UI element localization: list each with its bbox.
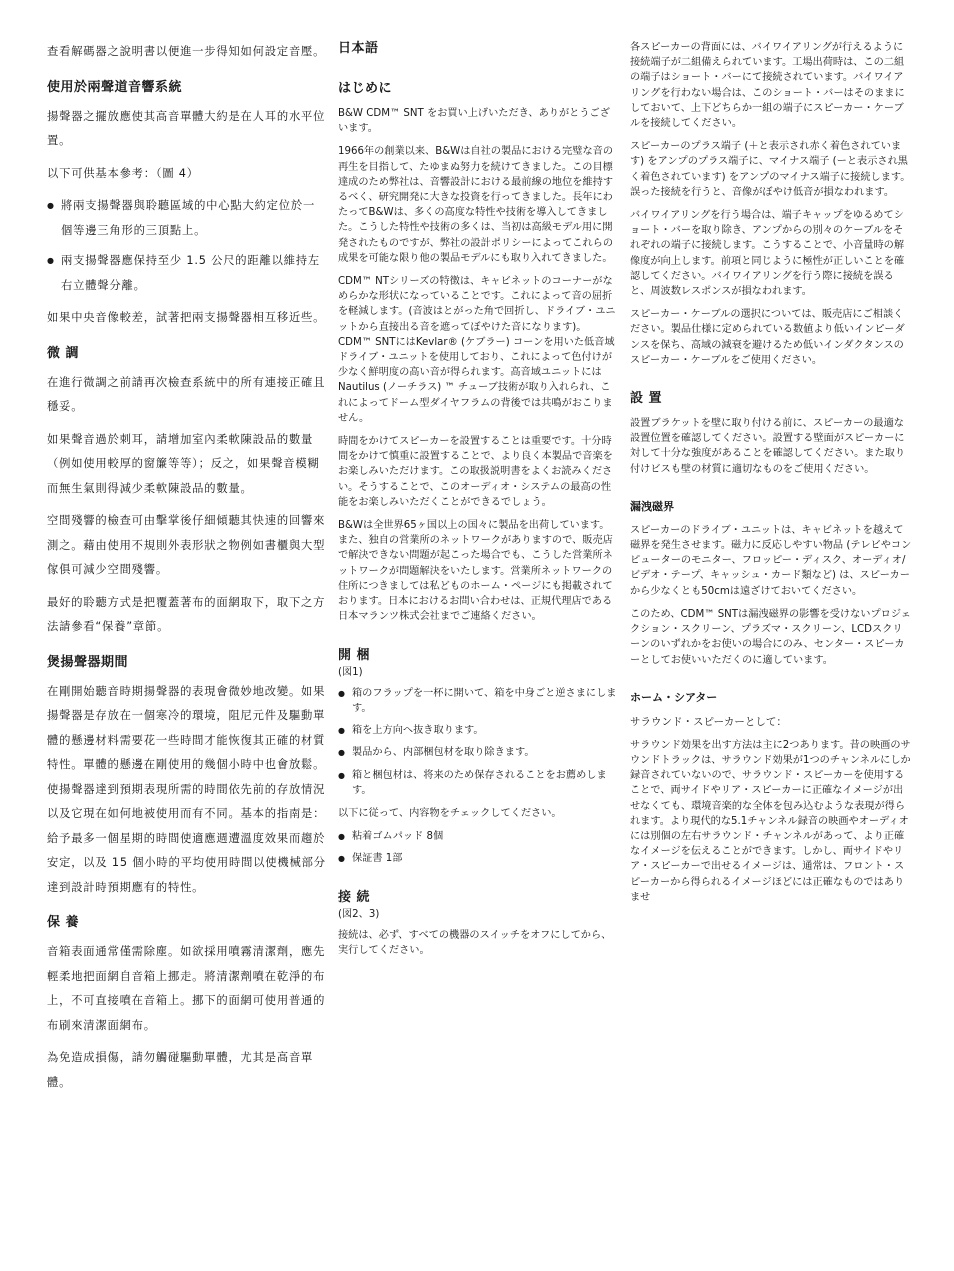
biwiring-paragraph-3: バイワイアリングを行う場合は、端子キャップをゆるめてショート・バーを取り除き、アンプからの別々のケーブルをそれぞれの端子に接続します。こうすることで、小音量時の解像度が向上します。前項と同じように極性が正しいことを確認してください。バイワイアリングを行う際に接続を誤ると、周波数レスポンスが損なわれます。	[630, 210, 905, 298]
intro-paragraph-3: CDM™ NTシリーズの特徴は、キャビネットのコーナーがなめらかな形状になっていることです。これによって音の屈折を軽減します。(音波はとがった角で回折し、ドライブ・ユニットから直接出る音を遮ってぼやけた音になります)。CDM™ SNTにはKevlar® (ケブラー) コーンを用いた低音域ドライブ・ユニットを使用しており、これによって色付けが少なく鮮明度の高い音が得られます。高音域ユニットにはNautilus (ノーチラス) ™ チューブ技術が取り入れられ、これによってドーム型ダイヤフラムの背後では共鳴がおこりません。	[338, 276, 616, 424]
figure-ref-unpacking: (図1)	[338, 666, 363, 678]
heading-language: 日本語	[338, 41, 379, 56]
list-item: ● 箱のフラップを一杯に開いて、箱を中身ごと逆さまにします。	[338, 686, 618, 716]
finetune-paragraph-2: 如果聲音過於刺耳，請增加室內柔軟陳設品的數量（例如使用較厚的窗簾等等）；反之，如果聲音模糊而無生氣則得減少柔軟陳設品的數量。	[47, 432, 320, 495]
stereo-paragraph-1: 揚聲器之擺放應使其高音單體大約是在人耳的水平位置。	[47, 109, 326, 147]
contents-check-paragraph: 以下に従って、内容物をチェックしてください。	[338, 807, 562, 819]
heading-installation: 設 置	[630, 391, 663, 407]
list-item: ● 箱を上方向へ抜き取ります。	[338, 723, 618, 738]
column-japanese-2	[630, 40, 912, 905]
heading-stray-magnetic-field: 漏洩磁界	[630, 499, 674, 513]
magnetic-paragraph-1: スピーカーのドライブ・ユニットは、キャビネットを越えて磁界を発生させます。磁力に反応しやすい物品 (テレビやコンピューターのモニター、フロッピー・ディスク、オーディオ/ビデオ・テープ、キャッシュ・カード類など) は、スピーカーから少なくとも50cmは遠ざけておいてください。	[630, 524, 912, 597]
heading-fine-tuning: 微 調	[47, 345, 80, 361]
installation-paragraph: 設置ブラケットを壁に取り付ける前に、スピーカーの最適な設置位置を確認してください。設置する壁面がスピーカーに対して十分な強度があることを確認してください。また取り付けビスも壁の材質に適切なものをご使用ください。	[630, 418, 906, 475]
list-item: ● 兩支揚聲器應保持至少 1.5 公尺的距離以維持左右立體聲分離。	[47, 249, 327, 298]
biwiring-paragraph-1: 各スピーカーの背面には、バイワイアリングが行えるように接続端子が二組備えられています。工場出荷時は、この二組の端子はショート・バーにて接続されています。バイワイアリングを行わない場合は、このショート・バーはそのままにしておいて、上下どちらか一組の端子にスピーカー・ケーブルを接続してください。	[630, 42, 905, 130]
heading-surround-speaker: サラウンド・スピーカーとして：	[630, 715, 787, 728]
list-item: ● 箱と梱包材は、将来のため保存されることをお薦めします。	[338, 768, 618, 798]
intro-paragraph-4: 時間をかけてスピーカーを設置することは重要です。十分時間をかけて慎重に設置することで、より良く本製品で音楽をお楽しみいただけます。この取扱説明書をよくお読みください。そうすることで、このオーディオ・システムの最高の性能をお楽しみいただくことができるでしょう。	[338, 436, 613, 508]
heading-unpacking: 開 梱	[338, 647, 371, 663]
stereo-paragraph-3: 如果中央音像較差，試著把兩支揚聲器相互移近些。	[47, 311, 326, 324]
intro-paragraph-2: 1966年の創業以来、B&Wは自社の製品における完璧な音の再生を目指して、たゆまぬ努力を続けてきました。この目標達成のため弊社は、音響設計における最前線の地位を維持するべく、研究開発に大きな投資を行ってきました。長年にわたってB&Wは、多くの高度な特性や技術を導入してきました。こうした特性や技術の多くは、当初は高級モデル用に開発されたものですが、弊社の設計ポリシーによってこれらの成果を可能な限り他の製品モデルにも取り入れてきました。	[338, 146, 614, 264]
heading-introduction: はじめに	[338, 81, 393, 96]
heading-stereo-system: 使用於兩聲道音響系統	[47, 79, 183, 95]
figure-ref-connection: (図2、3)	[338, 908, 380, 920]
column-japanese-1	[338, 40, 618, 958]
stereo-bullet-list	[47, 194, 327, 298]
contents-bullet-list	[338, 829, 618, 866]
intro-paragraph-1: B&W CDM™ SNT をお買い上げいただき、ありがとうございます。	[338, 108, 610, 135]
care-paragraph-2: 為免造成損傷，請勿觸碰驅動單體，尤其是高音單體。	[47, 1051, 314, 1089]
column-chinese	[47, 40, 327, 1095]
connection-paragraph-1: 接続は、必ず、すべての機器のスイッチをオフにしてから、実行してください。	[338, 929, 612, 956]
heading-break-in: 煲揚聲器期間	[47, 654, 129, 670]
stereo-paragraph-2: 以下可供基本參考：（圖 4）	[47, 166, 199, 180]
finetune-paragraph-4: 最好的聆聽方式是把覆蓋著布的面網取下，取下之方法請參看“保養”章節。	[47, 595, 326, 633]
list-item: ● 將兩支揚聲器與聆聽區域的中心點大約定位於一個等邊三角形的三頂點上。	[47, 194, 327, 243]
surround-paragraph: サラウンド効果を出す方法は主に2つあります。昔の映画のサウンドトラックは、サラウンド効果が1つのチャンネルにしか録音されていないので、サラウンド・スピーカーを使用することで、両サイドやリア・スピーカーに正確なイメージが出せなくても、環境音楽的な全体を包み込むような表現が得られます。より現代的な5.1チャンネル録音の映画やオーディオには別個の左右サラウンド・チャンネルがあって、より正確なイメージを伝えることができます。しかし、両サイドやリア・スピーカーで出せるイメージは、通常は、フロント・スピーカーから得られるイメージほどには正確なものではありませ	[630, 739, 911, 903]
list-item: ● 粘着ゴムパッド 8個	[338, 829, 618, 844]
unpacking-bullet-list	[338, 686, 618, 798]
intro-paragraph: 查看解碼器之說明書以便進一步得知如何設定音壓。	[47, 45, 326, 58]
biwiring-paragraph-2: スピーカーのプラス端子 (＋と表示され赤く着色されています) をアンプのプラス端子に、マイナス端子 (ーと表示され黒く着色されています) をアンプのマイナス端子に接続します。誤った接続を行うと、音像がぼやけ低音が損なわれます。	[630, 141, 911, 198]
list-item: ● 製品から、内部梱包材を取り除きます。	[338, 745, 618, 760]
magnetic-paragraph-2: このため、CDM™ SNTは漏洩磁界の影響を受けないプロジェクション・スクリーン、プラズマ・スクリーン、LCDスクリーンのいずれかをお使いの場合にのみ、センター・スピーカーとしてお使いいただくのに適しています。	[630, 608, 911, 666]
biwiring-paragraph-4: スピーカー・ケーブルの選択については、販売店にご相談ください。製品仕様に定められている数値より低いインピーダンスを保ち、高域の減衰を避けるため低いインダクタンスのスピーカー・ケーブルをご使用ください。	[630, 309, 905, 366]
intro-paragraph-5: B&Wは全世界65ヶ国以上の国々に製品を出荷しています。また、独自の営業所のネットワークがありますので、販売店で解決できない問題が起こった場合でも、こうした営業所ネットワークが問題解決をいたします。営業所ネットワークの住所につきましては私どものホーム・ページにも掲載されております。日本におけるお問い合わせは、正規代理店である日本マランツ株式会社までご連絡ください。	[338, 520, 613, 623]
list-item: ● 保証書 1部	[338, 851, 618, 866]
heading-home-theater: ホーム・シアター	[630, 690, 718, 704]
breakin-paragraph: 在剛開始聽音時期揚聲器的表現會微妙地改變。如果揚聲器是存放在一個寒冷的環境，阻尼元件及驅動單體的懸邊材料需要花一些時間才能恢復其正確的材質特性。單體的懸邊在剛使用的幾個小時中也會放鬆。使揚聲器達到預期表現所需的時間依先前的存放情況以及它現在如何地被使用而有不同。基本的指南是：給予最多一個星期的時間使適應週遭溫度效果而趨於安定，以及 15 個小時的平均使用時間以使機械部分達到設計時預期應有的特性。	[47, 684, 326, 894]
heading-connection: 接 続	[338, 889, 371, 905]
finetune-paragraph-1: 在進行微調之前請再次檢查系統中的所有連接正確且穩妥。	[47, 375, 326, 413]
finetune-paragraph-3: 空間殘響的檢查可由擊掌後仔細傾聽其快速的回響來測之。藉由使用不規則外表形狀之物例如書櫃與大型傢俱可減少空間殘響。	[47, 514, 326, 576]
care-paragraph-1: 音箱表面通常僅需除塵。如欲採用噴霧清潔劑，應先輕柔地把面網自音箱上挪走。將清潔劑噴在乾淨的布上，不可直接噴在音箱上。挪下的面網可使用普通的布刷來清潔面網布。	[47, 945, 326, 1032]
heading-care: 保 養	[47, 915, 80, 930]
